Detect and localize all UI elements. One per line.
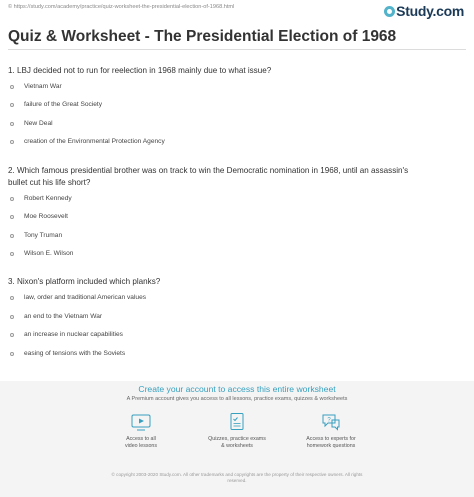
answer-option[interactable] bbox=[10, 350, 125, 357]
answer-label: an end to the Vietnam War bbox=[24, 313, 103, 320]
feature-video-lessons bbox=[96, 412, 186, 449]
feature-label-line: homework questions bbox=[306, 442, 356, 449]
title-divider bbox=[8, 49, 466, 50]
radio-button[interactable] bbox=[10, 234, 14, 238]
radio-button[interactable] bbox=[10, 296, 14, 300]
answer-label: New Deal bbox=[24, 120, 53, 127]
answer-option[interactable] bbox=[10, 331, 123, 338]
radio-button[interactable] bbox=[10, 122, 14, 126]
answer-option[interactable] bbox=[10, 213, 68, 220]
copyright-line-1: © copyright 2003-2020 Study.com. All other trademarks and copyrights are the property of their respective owners. All rights bbox=[111, 472, 363, 477]
answer-label: creation of the Environmental Protection Agency bbox=[24, 138, 165, 145]
expert-chat-icon bbox=[320, 412, 342, 432]
question-2-line-1: 2. Which famous presidential brother was on track to win the Democratic nomination in 1968, until an assassin's bbox=[8, 166, 409, 175]
answer-option[interactable] bbox=[10, 195, 72, 202]
radio-button[interactable] bbox=[10, 215, 14, 219]
radio-button[interactable] bbox=[10, 103, 14, 107]
svg-text:?: ? bbox=[327, 417, 331, 424]
answer-label: Moe Roosevelt bbox=[24, 213, 68, 220]
answer-label: Robert Kennedy bbox=[24, 195, 72, 202]
page-url: © https://study.com/academy/practice/quiz-worksheet-the-presidential-election-of-1968.html bbox=[8, 4, 235, 10]
feature-quizzes bbox=[192, 412, 282, 449]
cta-subtitle: A Premium account gives you access to all lessons, practice exams, quizzes & worksheets bbox=[126, 396, 348, 402]
quiz-icon bbox=[226, 412, 248, 432]
study-logo[interactable] bbox=[384, 3, 464, 19]
answer-label: Vietnam War bbox=[24, 83, 62, 90]
answer-option[interactable] bbox=[10, 120, 53, 127]
question-2 bbox=[8, 165, 466, 188]
answer-option[interactable] bbox=[10, 138, 165, 145]
radio-button[interactable] bbox=[10, 333, 14, 337]
answer-label: failure of the Great Society bbox=[24, 101, 103, 108]
answer-option[interactable] bbox=[10, 101, 102, 108]
feature-label-line: Access to all bbox=[126, 436, 156, 442]
answer-label: easing of tensions with the Soviets bbox=[24, 350, 126, 357]
answer-label: an increase in nuclear capabilities bbox=[24, 331, 123, 338]
feature-label-line: video lessons bbox=[124, 442, 158, 449]
answer-option[interactable] bbox=[10, 83, 62, 90]
study-logo-icon bbox=[384, 6, 395, 17]
feature-label-line: & worksheets bbox=[221, 442, 253, 449]
answer-option[interactable] bbox=[10, 250, 73, 257]
copyright-notice bbox=[0, 472, 474, 484]
radio-button[interactable] bbox=[10, 197, 14, 201]
feature-label-line: Quizzes, practice exams bbox=[208, 436, 266, 442]
feature-experts bbox=[286, 412, 376, 449]
question-2-line-2: bullet cut his life short? bbox=[8, 177, 91, 187]
video-icon bbox=[130, 412, 152, 432]
radio-button[interactable] bbox=[10, 315, 14, 319]
page-title: Quiz & Worksheet - The Presidential Election of 1968 bbox=[8, 28, 397, 45]
answer-option[interactable] bbox=[10, 313, 102, 320]
answer-label: Wilson E. Wilson bbox=[24, 250, 74, 257]
cta-title[interactable]: Create your account to access this entire worksheet bbox=[138, 384, 336, 394]
question-3: 3. Nixon's platform included which planks? bbox=[8, 277, 161, 286]
question-1: 1. LBJ decided not to run for reelection in 1968 mainly due to what issue? bbox=[8, 66, 272, 75]
radio-button[interactable] bbox=[10, 252, 14, 256]
radio-button[interactable] bbox=[10, 140, 14, 144]
radio-button[interactable] bbox=[10, 85, 14, 89]
answer-label: Tony Truman bbox=[24, 232, 63, 239]
top-bar bbox=[0, 0, 474, 22]
answer-option[interactable] bbox=[10, 294, 146, 301]
radio-button[interactable] bbox=[10, 352, 14, 356]
answer-option[interactable] bbox=[10, 232, 62, 239]
study-logo-text: Study.com bbox=[396, 3, 464, 19]
copyright-line-2: reserved. bbox=[227, 478, 247, 483]
feature-label-line: Access to experts for bbox=[306, 436, 356, 442]
answer-label: law, order and traditional American values bbox=[24, 294, 147, 301]
